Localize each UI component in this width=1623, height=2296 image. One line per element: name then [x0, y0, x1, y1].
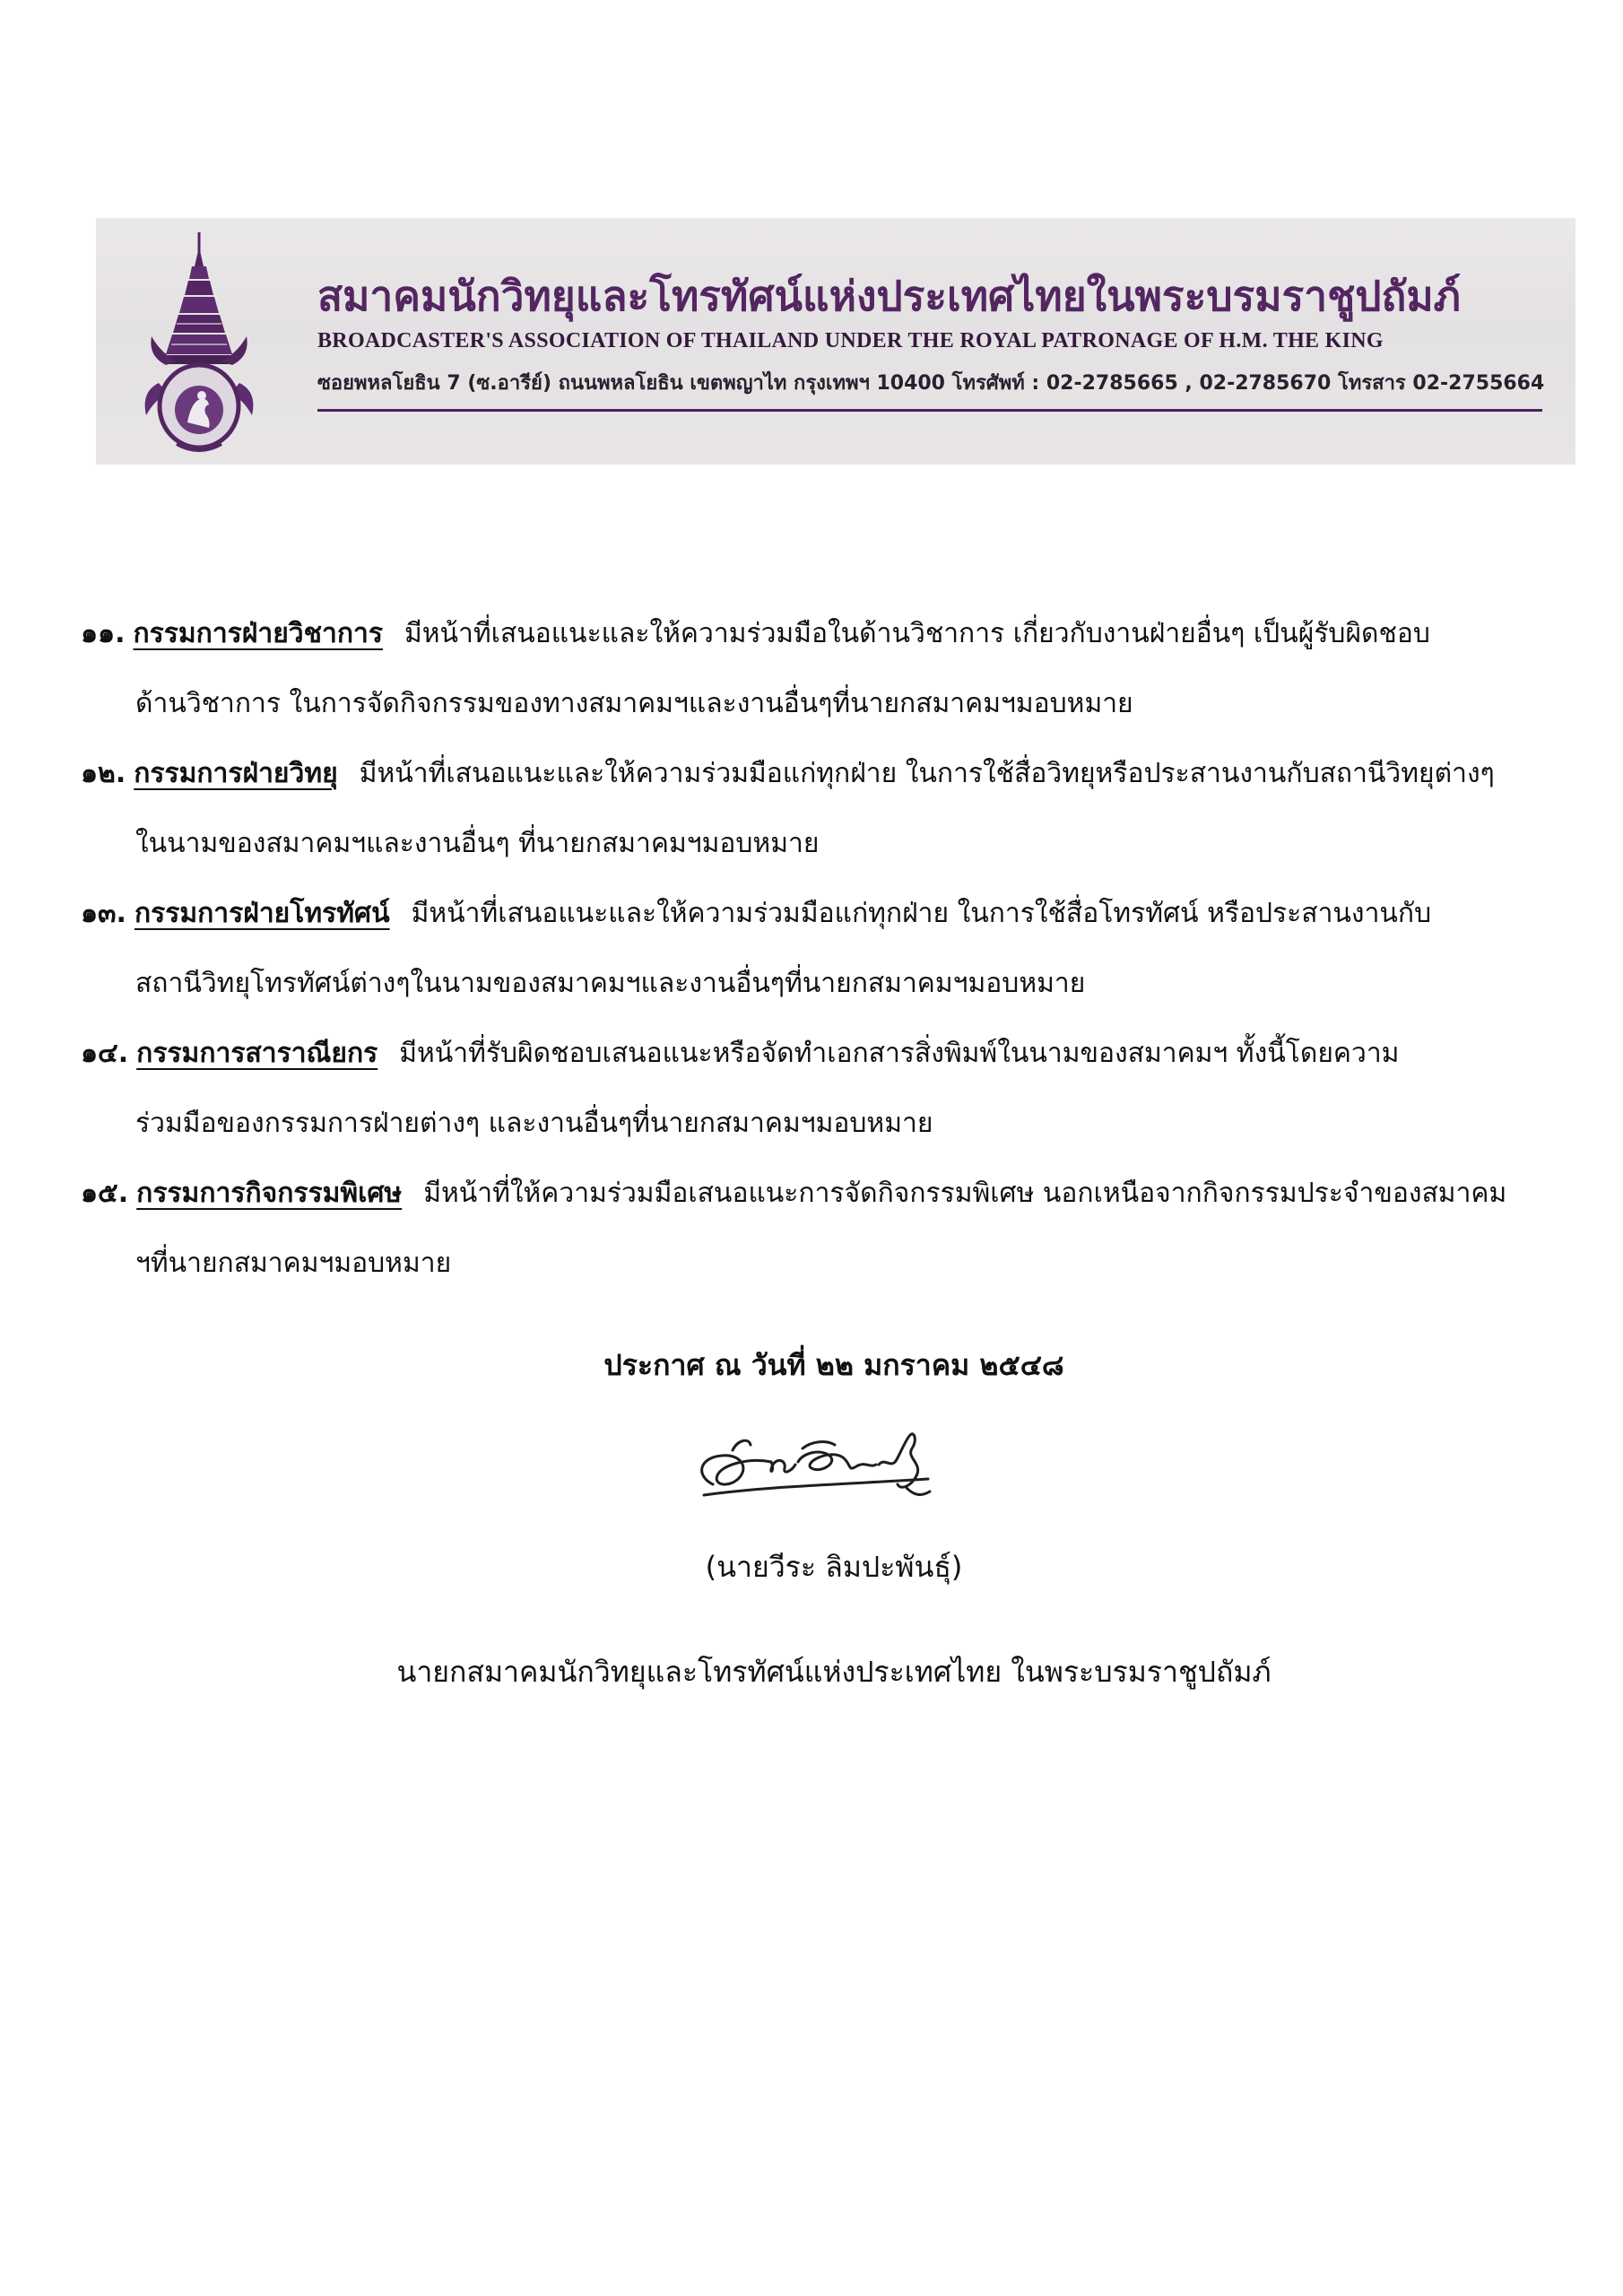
- item-description-continued: ด้านวิชาการ ในการจัดกิจกรรมของทางสมาคมฯและงานอื่นๆที่นายกสมาคมฯมอบหมาย: [135, 688, 1133, 719]
- item-description: มีหน้าที่เสนอแนะและให้ความร่วมมือแก่ทุกฝ่าย ในการใช้สื่อวิทยุหรือประสานงานกับสถานีวิทยุต่างๆ: [359, 758, 1495, 789]
- list-item: [81, 739, 1587, 809]
- association-name-thai: สมาคมนักวิทยุและโทรทัศน์แห่งประเทศไทยในพระบรมราชูปถัมภ์: [317, 272, 1461, 320]
- list-item: [81, 879, 1587, 949]
- item-description-continued: ฯที่นายกสมาคมฯมอบหมาย: [135, 1248, 452, 1279]
- signatory-position: นายกสมาคมนักวิทยุและโทรทัศน์แห่งประเทศไทย ในพระบรมราชูปถัมภ์: [396, 1655, 1271, 1689]
- item-description: มีหน้าที่รับผิดชอบเสนอแนะหรือจัดทำเอกสารสิ่งพิมพ์ในนามของสมาคมฯ ทั้งนี้โดยความ: [399, 1038, 1400, 1069]
- committee-duties-list: [81, 599, 1587, 1299]
- item-description-continued: ในนามของสมาคมฯและงานอื่นๆ ที่นายกสมาคมฯมอบหมาย: [135, 828, 820, 859]
- item-title: กรรมการฝ่ายวิชาการ: [133, 618, 383, 649]
- list-item: [81, 1019, 1587, 1089]
- letterhead-divider: [317, 409, 1542, 412]
- item-description-continued: สถานีวิทยุโทรทัศน์ต่างๆในนามของสมาคมฯและงานอื่นๆที่นายกสมาคมฯมอบหมาย: [135, 968, 1086, 999]
- item-title: กรรมการกิจกรรมพิเศษ: [136, 1178, 403, 1209]
- list-item: [81, 1159, 1587, 1229]
- signature: [686, 1422, 946, 1507]
- item-title: กรรมการฝ่ายโทรทัศน์: [134, 898, 390, 929]
- item-description: มีหน้าที่เสนอแนะและให้ความร่วมมือแก่ทุกฝ่าย ในการใช้สื่อโทรทัศน์ หรือประสานงานกับ: [411, 898, 1432, 929]
- signatory-name: (นายวีระ ลิมปะพันธุ์): [705, 1550, 963, 1584]
- item-number: ๑๒.: [81, 758, 126, 789]
- item-title: กรรมการฝ่ายวิทยุ: [134, 758, 338, 789]
- letterhead: [96, 218, 1575, 465]
- item-description: มีหน้าที่เสนอแนะและให้ความร่วมมือในด้านวิชาการ เกี่ยวกับงานฝ่ายอื่นๆ เป็นผู้รับผิดชอบ: [404, 618, 1430, 649]
- list-item: [81, 599, 1587, 669]
- item-title: กรรมการสาราณียกร: [136, 1038, 378, 1069]
- item-number: ๑๓.: [81, 898, 126, 929]
- item-description-continued: ร่วมมือของกรรมการฝ่ายต่างๆ และงานอื่นๆที่นายกสมาคมฯมอบหมาย: [135, 1108, 933, 1139]
- association-name-english: BROADCASTER'S ASSOCIATION OF THAILAND UNDER THE ROYAL PATRONAGE OF H.M. THE KING: [317, 329, 1384, 352]
- item-number: ๑๔.: [81, 1038, 129, 1069]
- association-address: ซอยพหลโยธิน 7 (ซ.อารีย์) ถนนพหลโยธิน เขตพญาไท กรุงเทพฯ 10400 โทรศัพท์ : 02-2785665 , 02-2785670 โทรสาร 02-2755664: [317, 372, 1545, 395]
- item-number: ๑๑.: [81, 618, 126, 649]
- association-crest-icon: [132, 230, 266, 455]
- announcement-date: ประกาศ ณ วันที่ ๒๒ มกราคม ๒๕๔๘: [603, 1348, 1064, 1382]
- item-description: มีหน้าที่ให้ความร่วมมือเสนอแนะการจัดกิจกรรมพิเศษ นอกเหนือจากกิจกรรมประจำของสมาคม: [423, 1178, 1507, 1209]
- item-number: ๑๕.: [81, 1178, 129, 1209]
